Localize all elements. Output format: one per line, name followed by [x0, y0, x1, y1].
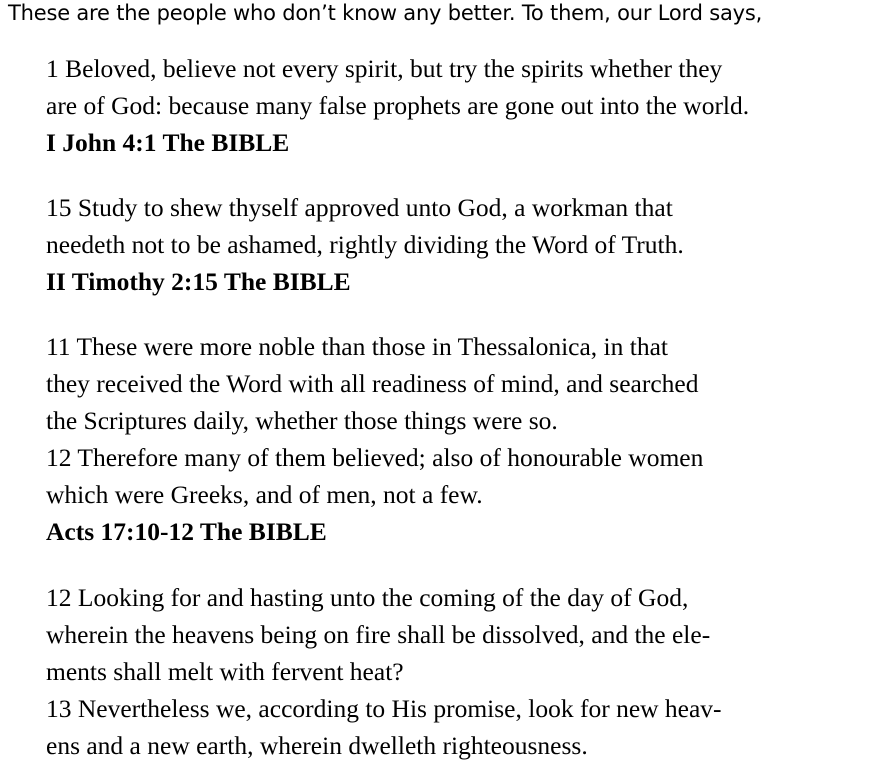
- scripture-passage-acts: [46, 328, 866, 550]
- scripture-reference: II Timothy 2:15 The BIBLE: [46, 267, 351, 296]
- verse-line: ens and a new earth, wherein dwelleth righteousness.: [46, 731, 588, 760]
- verse-line: wherein the heavens being on fire shall be dissolved, and the ele-: [46, 620, 711, 649]
- verse-line: are of God: because many false prophets are gone out into the world.: [46, 91, 750, 120]
- verse-line: 12 Looking for and hasting unto the coming of the day of God,: [46, 583, 689, 612]
- verse-line: 12 Therefore many of them believed; also of honourable women: [46, 443, 704, 472]
- verse-line: 11 These were more noble than those in Thessalonica, in that: [46, 332, 668, 361]
- verse-line: 1 Beloved, believe not every spirit, but try the spirits whether they: [46, 54, 723, 83]
- verse-line: 13 Nevertheless we, according to His promise, look for new heav-: [46, 694, 722, 723]
- verse-line: which were Greeks, and of men, not a few.: [46, 480, 483, 509]
- scripture-passage-2peter: [46, 579, 866, 764]
- verse-line: needeth not to be ashamed, rightly dividing the Word of Truth.: [46, 230, 684, 259]
- scripture-reference: Acts 17:10-12 The BIBLE: [46, 517, 327, 546]
- verse-line: ments shall melt with fervent heat?: [46, 657, 404, 686]
- verse-line: 15 Study to shew thyself approved unto God, a workman that: [46, 193, 673, 222]
- scripture-reference: I John 4:1 The BIBLE: [46, 128, 290, 157]
- scripture-passage-2timothy: [46, 189, 866, 300]
- intro-text: These are the people who don’t know any better. To them, our Lord says,: [8, 1, 763, 25]
- verse-line: the Scriptures daily, whether those things were so.: [46, 406, 558, 435]
- scripture-passage-1john: [46, 50, 866, 161]
- verse-line: they received the Word with all readiness of mind, and searched: [46, 369, 699, 398]
